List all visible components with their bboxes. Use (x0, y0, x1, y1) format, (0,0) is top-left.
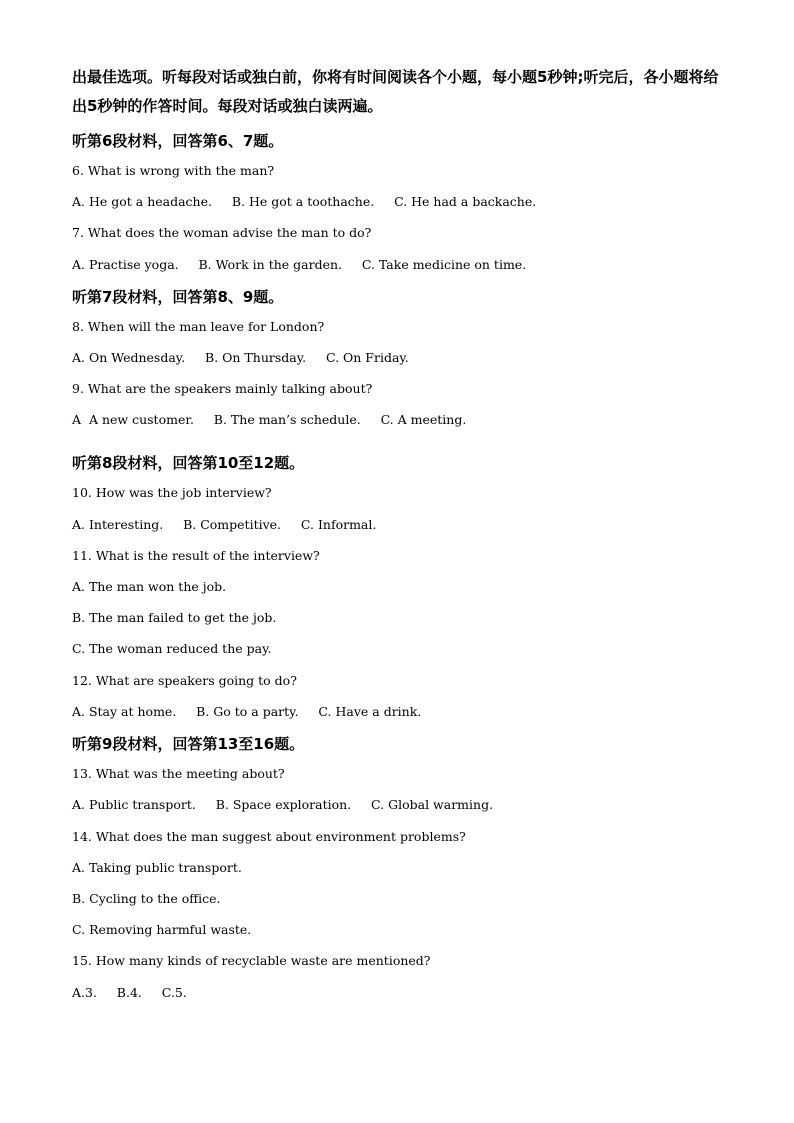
answer-option: A. The man won the job. (72, 579, 227, 594)
question-stem: 7. What does the woman advise the man to do? (72, 225, 372, 240)
instructions-paragraph: 出最佳选项。听每段对话或独白前，你将有时间阅读各个小题，每小题5秒钟;听完后，各小题将给出5秒钟的作答时间。每段对话或独白读两遍。 (72, 68, 719, 115)
answer-options: A A new customer. B. The man’s schedule. C. A meeting. (72, 412, 467, 427)
answer-option: C. Removing harmful waste. (72, 922, 252, 937)
answer-options: A.3. B.4. C.5. (72, 985, 187, 1000)
question-stem: 14. What does the man suggest about environment problems? (72, 829, 466, 844)
section-heading: 听第8段材料，回答第10至12题。 (72, 454, 305, 472)
answer-options: A. Interesting. B. Competitive. C. Informal. (72, 517, 377, 532)
section-heading: 听第7段材料，回答第8、9题。 (72, 288, 284, 306)
question-stem: 12. What are speakers going to do? (72, 673, 297, 688)
question-stem: 11. What is the result of the interview? (72, 548, 320, 563)
answer-options: A. Practise yoga. B. Work in the garden. C. Take medicine on time. (72, 257, 527, 272)
section-heading: 听第9段材料，回答第13至16题。 (72, 735, 305, 753)
answer-options: A. He got a headache. B. He got a toothache. C. He had a backache. (72, 194, 537, 209)
answer-option: B. The man failed to get the job. (72, 610, 277, 625)
section-heading: 听第6段材料，回答第6、7题。 (72, 132, 284, 150)
question-stem: 10. How was the job interview? (72, 485, 272, 500)
answer-option: B. Cycling to the office. (72, 891, 221, 906)
question-stem: 6. What is wrong with the man? (72, 163, 275, 178)
answer-option: C. The woman reduced the pay. (72, 641, 272, 656)
answer-options: A. Public transport. B. Space exploration. C. Global warming. (72, 797, 494, 812)
answer-option: A. Taking public transport. (72, 860, 242, 875)
question-stem: 15. How many kinds of recyclable waste are mentioned? (72, 953, 431, 968)
answer-options: A. On Wednesday. B. On Thursday. C. On Friday. (72, 350, 409, 365)
question-stem: 9. What are the speakers mainly talking about? (72, 381, 373, 396)
question-stem: 13. What was the meeting about? (72, 766, 285, 781)
answer-options: A. Stay at home. B. Go to a party. C. Have a drink. (72, 704, 422, 719)
question-stem: 8. When will the man leave for London? (72, 319, 325, 334)
